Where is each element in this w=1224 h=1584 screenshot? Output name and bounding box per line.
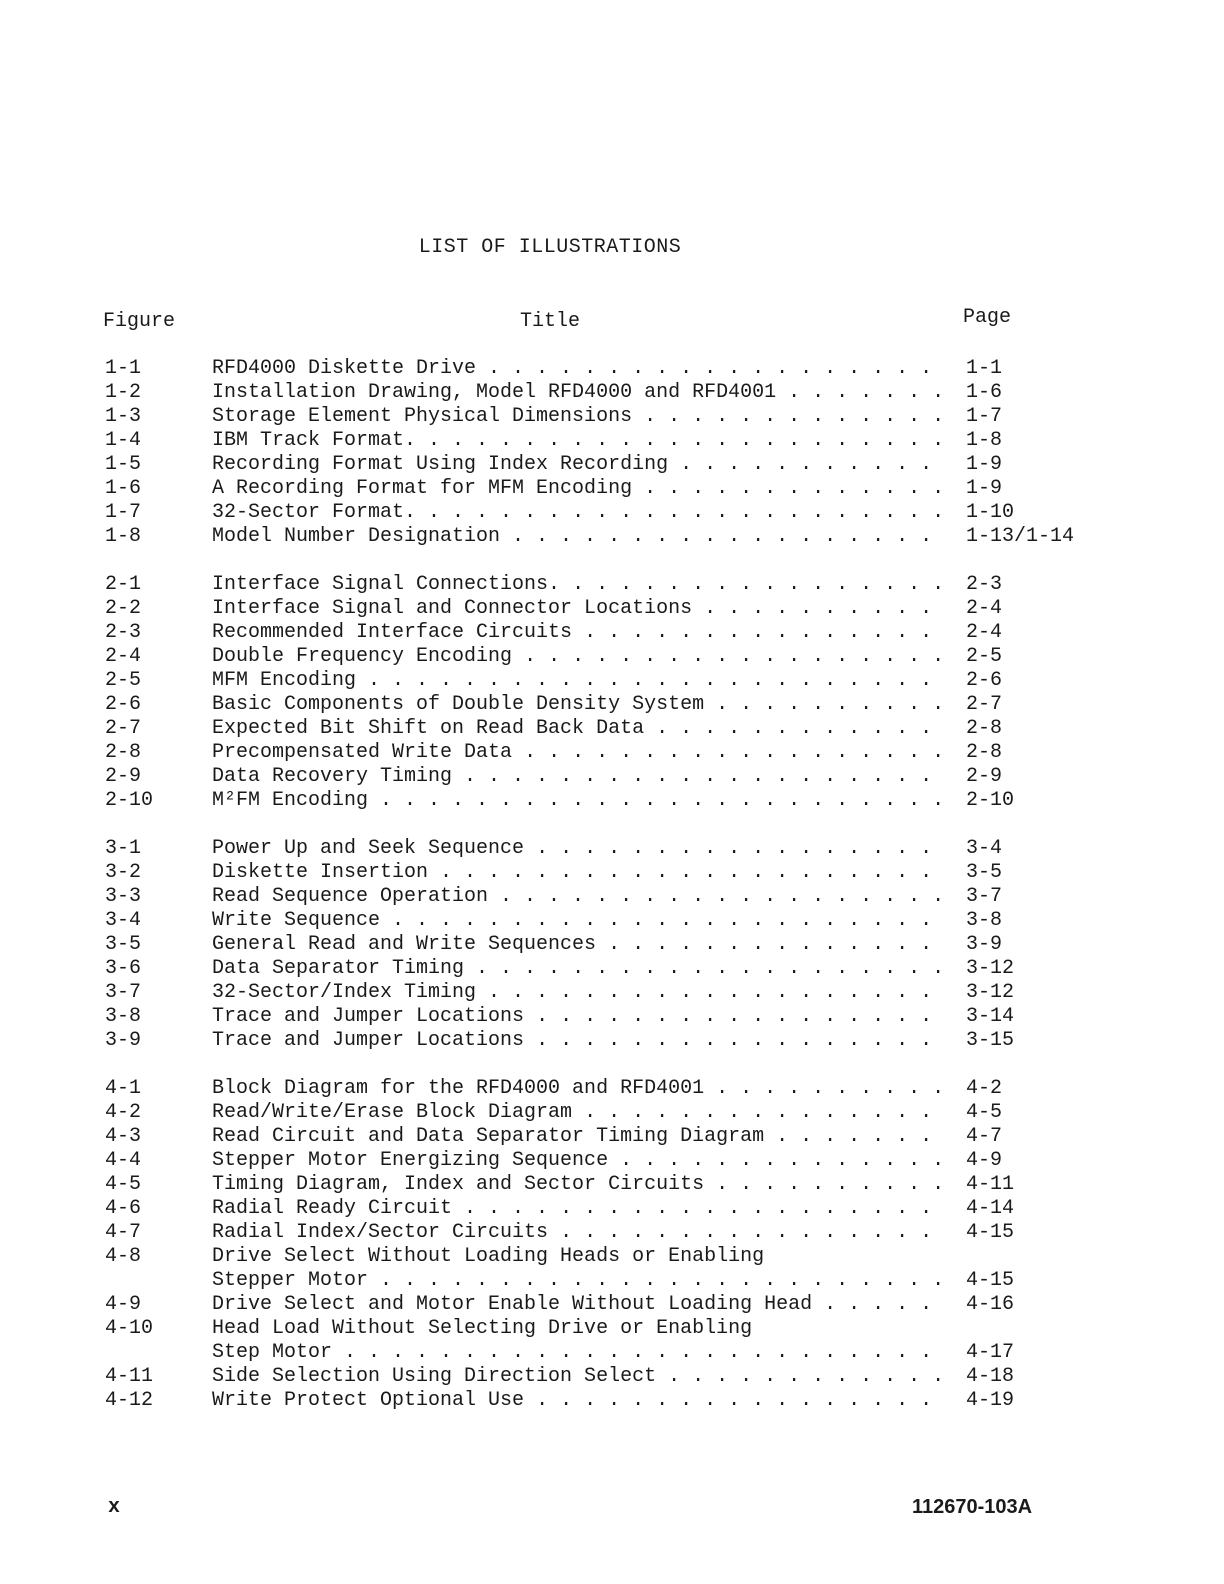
figure-page: 4-15 [966,1269,1015,1292]
list-item [0,1029,1224,1053]
list-item [0,1245,1224,1269]
figure-number: 1-5 [105,453,142,476]
figure-number: 2-4 [105,645,142,668]
list-item [0,357,1224,381]
figure-page: 2-3 [966,573,1003,596]
figure-number: 2-9 [105,765,142,788]
figure-number: 4-12 [105,1389,154,1412]
figure-page: 4-11 [966,1173,1015,1196]
figure-page: 4-2 [966,1077,1003,1100]
figure-title: Interface Signal and Connector Locations . . . [212,597,947,621]
list-item [0,1341,1224,1365]
list-item [0,717,1224,741]
figure-title: Radial Ready Circuit . . . [212,1197,947,1221]
figure-title: A Recording Format for MFM Encoding . . . [212,477,947,501]
figure-number: 1-7 [105,501,142,524]
figure-title: Recording Format Using Index Recording . . . [212,453,947,477]
figure-title: Interface Signal Connections. . . . [212,573,947,597]
figure-page: 3-9 [966,933,1003,956]
figure-title: Storage Element Physical Dimensions . . . [212,405,947,429]
list-item [0,453,1224,477]
list-item [0,597,1224,621]
figure-number: 1-8 [105,525,142,548]
list-item [0,381,1224,405]
figure-title: Stepper Motor Energizing Sequence . . . [212,1149,947,1173]
figure-title: RFD4000 Diskette Drive . . . [212,357,947,381]
figure-number: 1-6 [105,477,142,500]
list-item [0,1389,1224,1413]
figure-title: Power Up and Seek Sequence . . . [212,837,947,861]
figure-number: 4-1 [105,1077,142,1100]
list-item [0,885,1224,909]
list-item [0,1101,1224,1125]
figure-number: 4-4 [105,1149,142,1172]
list-item [0,1077,1224,1101]
document-number: 112670-103A [912,1496,1033,1518]
figure-title: Stepper Motor . . . [212,1269,947,1293]
list-item [0,1317,1224,1341]
figure-page: 3-5 [966,861,1003,884]
figure-page: 4-9 [966,1149,1003,1172]
figure-number: 4-9 [105,1293,142,1316]
figure-title: Diskette Insertion . . . [212,861,947,885]
figure-title: Drive Select Without Loading Heads or Enabling [212,1245,765,1268]
figure-title: 32-Sector/Index Timing . . . [212,981,947,1005]
list-item [0,621,1224,645]
figure-title: Precompensated Write Data . . . [212,741,947,765]
figure-number: 4-5 [105,1173,142,1196]
figure-title: MFM Encoding . . . [212,669,947,693]
figure-page: 1-13/1-14 [966,525,1075,548]
list-item [0,669,1224,693]
figure-title: Data Recovery Timing . . . [212,765,947,789]
figure-title: Expected Bit Shift on Read Back Data . . . [212,717,947,741]
list-item [0,477,1224,501]
figure-number: 2-5 [105,669,142,692]
list-item [0,1149,1224,1173]
figure-title: Double Frequency Encoding . . . [212,645,947,669]
figure-number: 4-7 [105,1221,142,1244]
figure-title: IBM Track Format. . . . [212,429,947,453]
list-item [0,861,1224,885]
figure-page: 4-16 [966,1293,1015,1316]
list-item [0,933,1224,957]
page-number: x [108,1496,121,1519]
figure-page: 2-6 [966,669,1003,692]
figure-title: Installation Drawing, Model RFD4000 and RFD4001 . . . [212,381,947,405]
list-item [0,693,1224,717]
figure-page: 2-8 [966,717,1003,740]
figure-title: Side Selection Using Direction Select . . . [212,1365,947,1389]
figure-title: Trace and Jumper Locations . . . [212,1029,947,1053]
list-item [0,837,1224,861]
figure-page: 1-7 [966,405,1003,428]
figure-title: Write Sequence . . . [212,909,947,933]
figure-number: 4-3 [105,1125,142,1148]
figure-number: 4-10 [105,1317,154,1340]
figure-number: 3-3 [105,885,142,908]
figure-number: 2-7 [105,717,142,740]
page-title: LIST OF ILLUSTRATIONS [418,236,682,259]
figure-title: Read Sequence Operation . . . [212,885,947,909]
figure-page: 3-7 [966,885,1003,908]
list-item [0,1269,1224,1293]
illustration-list [0,357,1224,1437]
list-item [0,645,1224,669]
figure-page: 1-9 [966,453,1003,476]
figure-group [0,837,1224,1053]
figure-title: Write Protect Optional Use . . . [212,1389,947,1413]
figure-title: Read Circuit and Data Separator Timing Diagram . . . [212,1125,947,1149]
figure-page: 3-12 [966,957,1015,980]
list-item [0,789,1224,813]
figure-number: 4-6 [105,1197,142,1220]
list-item [0,957,1224,981]
figure-page: 2-8 [966,741,1003,764]
figure-page: 1-8 [966,429,1003,452]
figure-page: 4-15 [966,1221,1015,1244]
figure-number: 4-8 [105,1245,142,1268]
figure-page: 2-4 [966,597,1003,620]
figure-title: Basic Components of Double Density System . . . [212,693,947,717]
list-item [0,765,1224,789]
figure-number: 2-8 [105,741,142,764]
figure-number: 2-1 [105,573,142,596]
list-item [0,1125,1224,1149]
figure-title: Block Diagram for the RFD4000 and RFD4001 . . . [212,1077,947,1101]
figure-number: 4-11 [105,1365,154,1388]
figure-title: Drive Select and Motor Enable Without Loading Head . . . [212,1293,947,1317]
figure-number: 3-2 [105,861,142,884]
figure-number: 3-5 [105,933,142,956]
figure-page: 4-19 [966,1389,1015,1412]
figure-page: 2-10 [966,789,1015,812]
figure-title: Model Number Designation . . . [212,525,947,549]
figure-number: 3-8 [105,1005,142,1028]
figure-page: 3-8 [966,909,1003,932]
figure-page: 1-10 [966,501,1015,524]
list-item [0,1197,1224,1221]
figure-page: 4-17 [966,1341,1015,1364]
figure-number: 2-2 [105,597,142,620]
figure-page: 3-15 [966,1029,1015,1052]
figure-page: 3-12 [966,981,1015,1004]
figure-title: 32-Sector Format. . . . [212,501,947,525]
figure-page: 2-4 [966,621,1003,644]
figure-page: 1-1 [966,357,1003,380]
figure-page: 4-7 [966,1125,1003,1148]
list-item [0,573,1224,597]
figure-number: 1-2 [105,381,142,404]
list-item [0,429,1224,453]
figure-title: Head Load Without Selecting Drive or Enabling [212,1317,753,1340]
figure-page: 4-18 [966,1365,1015,1388]
figure-title: Radial Index/Sector Circuits . . . [212,1221,947,1245]
figure-page: 2-9 [966,765,1003,788]
figure-number: 2-3 [105,621,142,644]
list-item [0,1365,1224,1389]
figure-column-header: Figure [103,310,176,333]
figure-title: Recommended Interface Circuits . . . [212,621,947,645]
figure-number: 3-9 [105,1029,142,1052]
title-column-header: Title [520,310,581,333]
figure-page: 2-7 [966,693,1003,716]
figure-number: 1-1 [105,357,142,380]
list-item [0,501,1224,525]
figure-number: 1-3 [105,405,142,428]
list-item [0,909,1224,933]
list-item [0,1221,1224,1245]
figure-number: 3-4 [105,909,142,932]
list-item [0,525,1224,549]
list-item [0,741,1224,765]
figure-page: 2-5 [966,645,1003,668]
figure-title: Read/Write/Erase Block Diagram . . . [212,1101,947,1125]
figure-group [0,1077,1224,1413]
figure-page: 3-4 [966,837,1003,860]
figure-title: General Read and Write Sequences . . . [212,933,947,957]
figure-page: 1-9 [966,477,1003,500]
figure-page: 3-14 [966,1005,1015,1028]
figure-number: 3-6 [105,957,142,980]
list-item [0,981,1224,1005]
figure-number: 4-2 [105,1101,142,1124]
list-item [0,1293,1224,1317]
figure-title: M²FM Encoding . . . [212,789,947,813]
page-column-header: Page [963,306,1012,329]
figure-number: 3-1 [105,837,142,860]
list-item [0,1173,1224,1197]
list-item [0,1005,1224,1029]
figure-title: Step Motor . . . [212,1341,947,1365]
figure-number: 1-4 [105,429,142,452]
figure-page: 4-14 [966,1197,1015,1220]
figure-number: 2-6 [105,693,142,716]
figure-title: Trace and Jumper Locations . . . [212,1005,947,1029]
figure-group [0,357,1224,549]
figure-number: 2-10 [105,789,154,812]
figure-group [0,573,1224,813]
figure-title: Data Separator Timing . . . [212,957,947,981]
list-item [0,405,1224,429]
figure-page: 1-6 [966,381,1003,404]
figure-page: 4-5 [966,1101,1003,1124]
figure-title: Timing Diagram, Index and Sector Circuits . . . [212,1173,947,1197]
figure-number: 3-7 [105,981,142,1004]
